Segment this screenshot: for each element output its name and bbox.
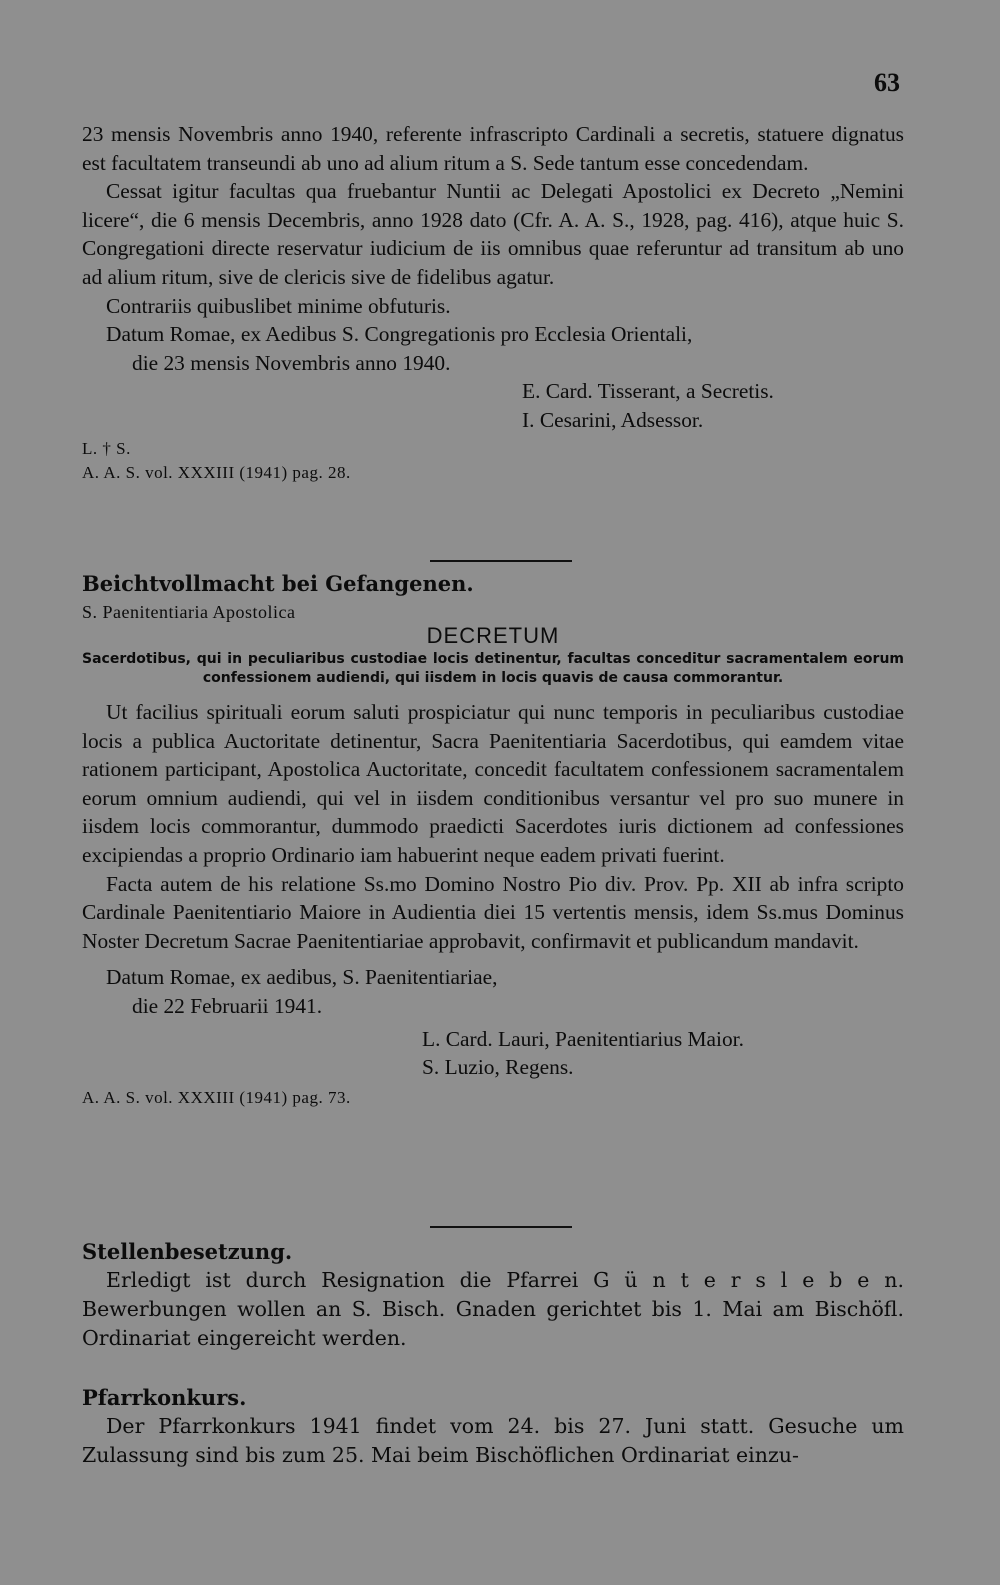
- divider: [430, 1226, 572, 1228]
- paragraph: 23 mensis Novembris anno 1940, referente infrascripto Cardinali a secretis, statuere dignatus est facultatem transeundi ab uno ad alium ritum a S. Sede tantum esse concedendam.: [82, 122, 904, 175]
- citation: A. A. S. vol. XXXIII (1941) pag. 73.: [82, 1087, 351, 1107]
- section-confession-decree: [82, 570, 904, 1110]
- divider: [430, 560, 572, 562]
- datum-line: die 22 Februarii 1941.: [132, 993, 323, 1018]
- section-heading: Stellenbesetzung.: [82, 1239, 293, 1264]
- seal-mark: L. † S.: [82, 438, 131, 458]
- signature: S. Luzio, Regens.: [422, 1055, 574, 1080]
- section-vacancy: [82, 1238, 904, 1353]
- section-heading: Pfarrkonkurs.: [82, 1385, 247, 1410]
- paragraph: Erledigt ist durch Resignation die Pfarrei G ü n t e r s l e b e n. Bewerbungen wollen an S. Bisch. Gnaden gerichtet bis 1. Mai am Bischöfl. Ordinariat eingereicht werden.: [82, 1268, 904, 1350]
- citation: A. A. S. vol. XXXIII (1941) pag. 28.: [82, 462, 351, 482]
- page-number: 63: [874, 68, 900, 97]
- paragraph: Facta autem de his relatione Ss.mo Domino Nostro Pio div. Prov. Pp. XII ab infra scripto Cardinale Paenitentiario Maiore in Audientia diei 15 vertentis mensis, idem Ss.mus Dominus Noster Decretum Sacrae Paenitentiariae approbavit, confirmavit et publicandum mandavit.: [82, 871, 904, 953]
- signature: L. Card. Lauri, Paenitentiarius Maior.: [422, 1026, 744, 1051]
- decree-summary: Sacerdotibus, qui in peculiaribus custodiae locis detinentur, facultas conceditur sacramentalem eorum confessionem audiendi, qui iisdem in locis quavis de causa commorantur.: [82, 651, 904, 686]
- section-heading: Beichtvollmacht bei Gefangenen.: [82, 571, 474, 596]
- paragraph: Der Pfarrkonkurs 1941 findet vom 24. bis 27. Juni statt. Gesuche um Zulassung sind bis zum 25. Mai beim Bischöflichen Ordinariat einzu-: [82, 1414, 904, 1467]
- signature: I. Cesarini, Adsessor.: [522, 407, 704, 432]
- datum-line: Datum Romae, ex aedibus, S. Paenitentiariae,: [106, 965, 498, 990]
- datum-line: Datum Romae, ex Aedibus S. Congregationis pro Ecclesia Orientali,: [106, 322, 693, 347]
- paragraph: Cessat igitur facultas qua fruebantur Nuntii ac Delegati Apostolici ex Decreto „Nemini licere“, die 6 mensis Decembris, anno 1928 dato (Cfr. A. A. S., 1928, pag. 416), atque huic S. Congregationi directe reservatur iudicium de iis omnibus quae referuntur ad transitum ab uno ad alium ritum, sive de clericis sive de fidelibus agatur.: [82, 179, 904, 289]
- datum-line: die 23 mensis Novembris anno 1940.: [132, 350, 451, 375]
- paragraph: Contrariis quibuslibet minime obfuturis.: [106, 293, 451, 318]
- paragraph: Ut facilius spirituali eorum saluti prospiciatur qui nunc temporis in peculiaribus custodiae locis a publica Auctoritate detinentur, Sacra Paenitentiaria Sacerdotibus, qui eamdem vitae rationem participant, Apostolica Auctoritate, concedit facultatem confessionem sacramentalem eorum omnium audiendi, qui vel in iisdem conditionibus versantur vel pro suo munere in iisdem locis commorantur, dummodo praedicti Sacerdotes iuris dictionem ad confessiones excipiendas a proprio Ordinario iam habuerint neque eadem privati fuerint.: [82, 700, 904, 867]
- issuer: S. Paenitentiaria Apostolica: [82, 602, 296, 622]
- decree-title: DECRETUM: [426, 623, 560, 648]
- section-parish-exam: [82, 1384, 904, 1470]
- section-rite-transfer: [82, 120, 904, 485]
- signature: E. Card. Tisserant, a Secretis.: [522, 379, 774, 404]
